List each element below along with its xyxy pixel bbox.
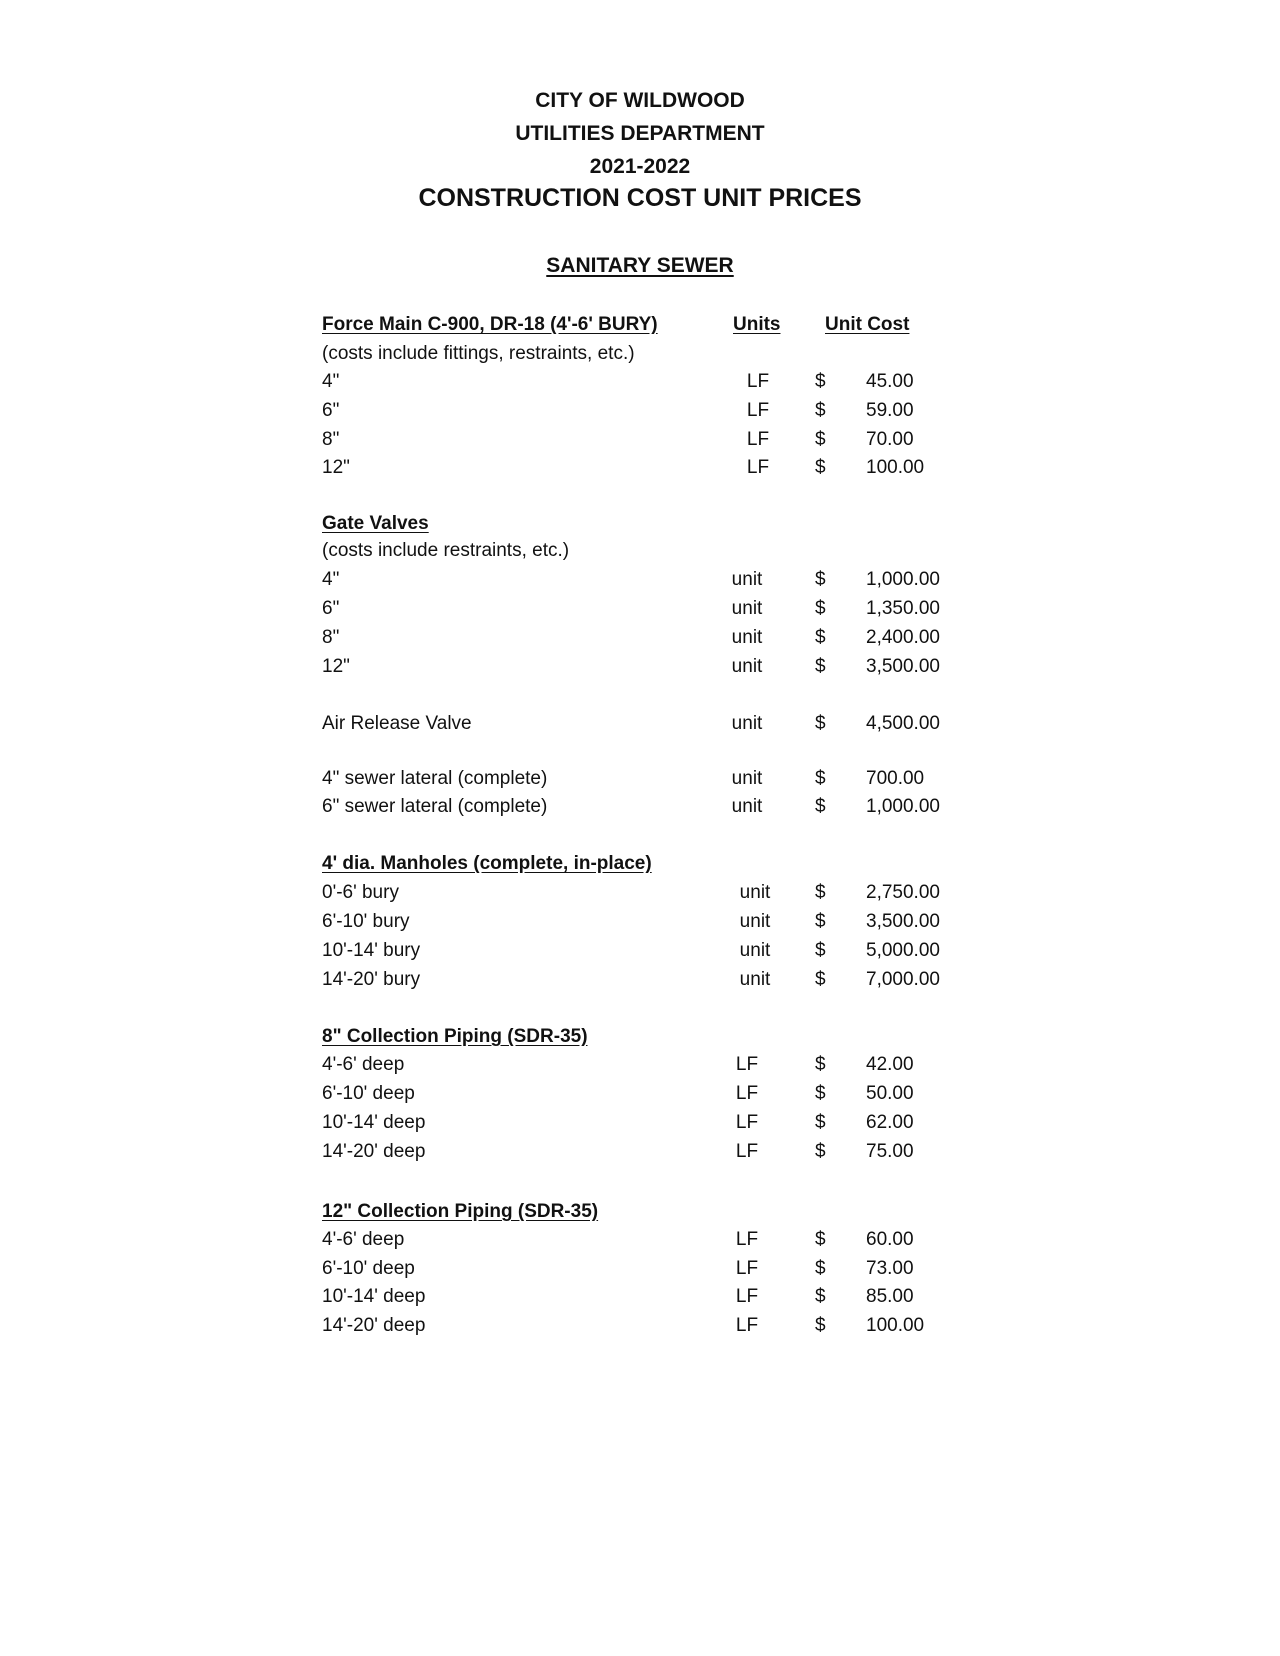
item-label: 12" bbox=[322, 656, 350, 677]
table-row bbox=[0, 940, 1280, 968]
currency-symbol: $ bbox=[815, 1083, 826, 1104]
table-row bbox=[0, 796, 1280, 824]
piping8-title: 8" Collection Piping (SDR-35) bbox=[322, 1026, 588, 1047]
unit-cost: 7,000.00 bbox=[866, 969, 940, 990]
unit-cost: 1,000.00 bbox=[866, 569, 940, 590]
unit-cost: 5,000.00 bbox=[866, 940, 940, 961]
item-label: 14'-20' deep bbox=[322, 1141, 426, 1162]
city-name: CITY OF WILDWOOD bbox=[535, 89, 745, 112]
unit-cost: 85.00 bbox=[866, 1286, 914, 1307]
unit-label: LF bbox=[746, 371, 770, 392]
unit-cost: 100.00 bbox=[866, 457, 925, 478]
unit-label: unit bbox=[739, 969, 771, 990]
table-row bbox=[0, 969, 1280, 997]
section-title: SANITARY SEWER bbox=[546, 254, 734, 277]
unit-label: LF bbox=[735, 1141, 759, 1162]
currency-symbol: $ bbox=[815, 768, 826, 789]
gate-valves-note-row bbox=[0, 540, 1280, 568]
table-row bbox=[0, 911, 1280, 939]
page-title: CONSTRUCTION COST UNIT PRICES bbox=[418, 184, 862, 212]
force-main-header-row bbox=[0, 314, 1280, 342]
unit-label: LF bbox=[735, 1112, 759, 1133]
table-row bbox=[0, 1054, 1280, 1082]
gate-valves-header-row bbox=[0, 513, 1280, 541]
table-row bbox=[0, 713, 1280, 741]
unit-cost: 73.00 bbox=[866, 1258, 914, 1279]
unit-cost: 62.00 bbox=[866, 1112, 914, 1133]
force-main-note-row bbox=[0, 343, 1280, 371]
currency-symbol: $ bbox=[815, 1112, 826, 1133]
item-label: 4" bbox=[322, 371, 340, 392]
unit-label: unit bbox=[731, 598, 763, 619]
item-label: 4'-6' deep bbox=[322, 1229, 405, 1250]
item-label: 8" bbox=[322, 627, 340, 648]
item-label: 6" bbox=[322, 598, 340, 619]
table-row bbox=[0, 768, 1280, 796]
currency-symbol: $ bbox=[815, 713, 826, 734]
unit-label: LF bbox=[746, 400, 770, 421]
unit-label: LF bbox=[746, 457, 770, 478]
table-row bbox=[0, 371, 1280, 399]
item-label: Air Release Valve bbox=[322, 713, 472, 734]
force-main-title: Force Main C-900, DR-18 (4'-6' BURY) bbox=[322, 314, 658, 335]
unit-cost-column-header: Unit Cost bbox=[825, 314, 910, 335]
currency-symbol: $ bbox=[815, 457, 826, 478]
unit-label: LF bbox=[735, 1054, 759, 1075]
table-row bbox=[0, 457, 1280, 485]
unit-cost: 2,400.00 bbox=[866, 627, 940, 648]
table-row bbox=[0, 1141, 1280, 1169]
item-label: 6'-10' bury bbox=[322, 911, 410, 932]
table-row bbox=[0, 1112, 1280, 1140]
item-label: 10'-14' deep bbox=[322, 1112, 426, 1133]
unit-label: unit bbox=[731, 713, 763, 734]
currency-symbol: $ bbox=[815, 911, 826, 932]
unit-cost: 1,350.00 bbox=[866, 598, 940, 619]
unit-label: LF bbox=[735, 1258, 759, 1279]
currency-symbol: $ bbox=[815, 400, 826, 421]
item-label: 14'-20' bury bbox=[322, 969, 421, 990]
item-label: 12" bbox=[322, 457, 350, 478]
unit-label: unit bbox=[731, 627, 763, 648]
manholes-header-row bbox=[0, 853, 1280, 881]
unit-cost: 42.00 bbox=[866, 1054, 914, 1075]
unit-cost: 45.00 bbox=[866, 371, 914, 392]
unit-cost: 1,000.00 bbox=[866, 796, 940, 817]
fiscal-year: 2021-2022 bbox=[589, 155, 691, 178]
unit-label: unit bbox=[731, 569, 763, 590]
unit-label: LF bbox=[735, 1315, 759, 1336]
currency-symbol: $ bbox=[815, 1286, 826, 1307]
item-label: 4'-6' deep bbox=[322, 1054, 405, 1075]
currency-symbol: $ bbox=[815, 569, 826, 590]
unit-cost: 4,500.00 bbox=[866, 713, 940, 734]
currency-symbol: $ bbox=[815, 882, 826, 903]
table-row bbox=[0, 598, 1280, 626]
piping12-header-row bbox=[0, 1201, 1280, 1229]
manholes-title: 4' dia. Manholes (complete, in-place) bbox=[322, 853, 652, 874]
currency-symbol: $ bbox=[815, 796, 826, 817]
table-row bbox=[0, 882, 1280, 910]
item-label: 6" bbox=[322, 400, 340, 421]
table-row bbox=[0, 400, 1280, 428]
unit-label: unit bbox=[731, 656, 763, 677]
item-label: 4" sewer lateral (complete) bbox=[322, 768, 548, 789]
department-name: UTILITIES DEPARTMENT bbox=[515, 122, 765, 145]
table-row bbox=[0, 1315, 1280, 1343]
unit-cost: 50.00 bbox=[866, 1083, 914, 1104]
unit-cost: 70.00 bbox=[866, 429, 914, 450]
item-label: 6'-10' deep bbox=[322, 1258, 415, 1279]
unit-cost: 3,500.00 bbox=[866, 656, 940, 677]
unit-label: LF bbox=[735, 1229, 759, 1250]
currency-symbol: $ bbox=[815, 429, 826, 450]
item-label: 14'-20' deep bbox=[322, 1315, 426, 1336]
currency-symbol: $ bbox=[815, 598, 826, 619]
table-row bbox=[0, 1258, 1280, 1286]
unit-cost: 2,750.00 bbox=[866, 882, 940, 903]
currency-symbol: $ bbox=[815, 969, 826, 990]
table-row bbox=[0, 1229, 1280, 1257]
currency-symbol: $ bbox=[815, 1229, 826, 1250]
unit-label: LF bbox=[746, 429, 770, 450]
unit-label: unit bbox=[739, 911, 771, 932]
table-row bbox=[0, 1286, 1280, 1314]
currency-symbol: $ bbox=[815, 1258, 826, 1279]
unit-label: LF bbox=[735, 1286, 759, 1307]
item-label: 10'-14' bury bbox=[322, 940, 421, 961]
item-label: 0'-6' bury bbox=[322, 882, 399, 903]
table-row bbox=[0, 569, 1280, 597]
currency-symbol: $ bbox=[815, 1054, 826, 1075]
unit-cost: 3,500.00 bbox=[866, 911, 940, 932]
currency-symbol: $ bbox=[815, 1141, 826, 1162]
unit-label: unit bbox=[731, 796, 763, 817]
unit-label: unit bbox=[739, 882, 771, 903]
unit-cost: 700.00 bbox=[866, 768, 925, 789]
unit-cost: 100.00 bbox=[866, 1315, 925, 1336]
gate-valves-note: (costs include restraints, etc.) bbox=[322, 540, 570, 561]
currency-symbol: $ bbox=[815, 656, 826, 677]
piping8-header-row bbox=[0, 1026, 1280, 1054]
units-column-header: Units bbox=[733, 314, 781, 335]
gate-valves-title: Gate Valves bbox=[322, 513, 429, 534]
unit-cost: 59.00 bbox=[866, 400, 914, 421]
table-row bbox=[0, 429, 1280, 457]
table-row bbox=[0, 1083, 1280, 1111]
table-row bbox=[0, 656, 1280, 684]
unit-label: unit bbox=[739, 940, 771, 961]
currency-symbol: $ bbox=[815, 627, 826, 648]
force-main-note: (costs include fittings, restraints, etc.) bbox=[322, 343, 635, 364]
item-label: 4" bbox=[322, 569, 340, 590]
currency-symbol: $ bbox=[815, 371, 826, 392]
table-row bbox=[0, 627, 1280, 655]
item-label: 6" sewer lateral (complete) bbox=[322, 796, 548, 817]
unit-cost: 75.00 bbox=[866, 1141, 914, 1162]
currency-symbol: $ bbox=[815, 940, 826, 961]
unit-label: unit bbox=[731, 768, 763, 789]
unit-cost: 60.00 bbox=[866, 1229, 914, 1250]
item-label: 6'-10' deep bbox=[322, 1083, 415, 1104]
piping12-title: 12" Collection Piping (SDR-35) bbox=[322, 1201, 599, 1222]
currency-symbol: $ bbox=[815, 1315, 826, 1336]
item-label: 10'-14' deep bbox=[322, 1286, 426, 1307]
item-label: 8" bbox=[322, 429, 340, 450]
unit-label: LF bbox=[735, 1083, 759, 1104]
